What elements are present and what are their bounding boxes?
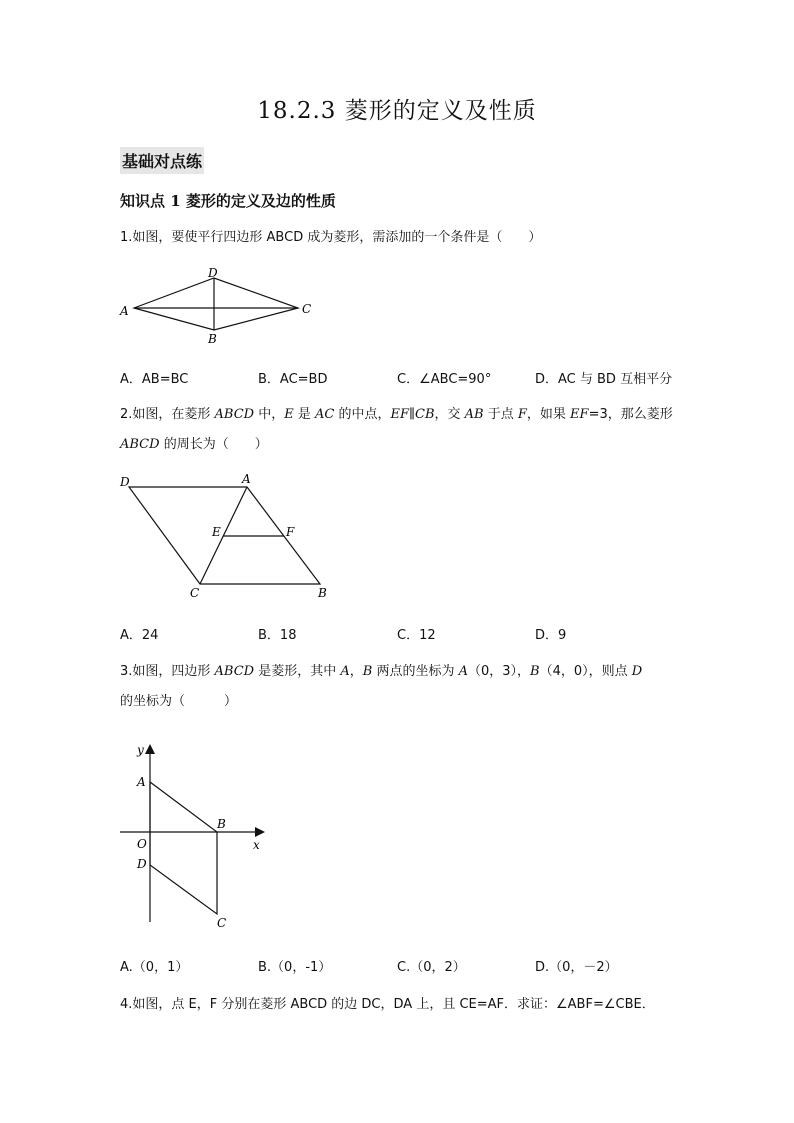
q1-option-c: C．∠ABC=90° [397,372,492,387]
section-heading: 基础对点练 [120,147,204,174]
label-e: E [212,525,221,539]
label-o: O [137,837,147,851]
label-y: y [137,743,144,757]
label-a: A [137,775,146,789]
label-d: D [137,857,147,871]
label-d: D [208,266,218,280]
label-a: A [242,472,251,486]
q1-option-a: A．AB=BC [120,372,189,387]
q2-option-c: C．12 [397,628,436,643]
label-f: F [286,525,295,539]
question-4-text: 4.如图，点 E，F 分别在菱形 ABCD 的边 DC，DA 上，且 CE=AF．求证：∠ABF=∠CBE． [120,997,655,1012]
q3-option-a: A.（0，1） [120,960,189,975]
question-2-line-2: ABCD 的周长为（ ） [120,437,268,452]
q1-option-d: D．AC 与 BD 互相平分 [535,372,673,387]
question-2-line-1: 2.如图，在菱形 ABCD 中，E 是 AC 的中点，EF∥CB，交 AB 于点 F，如果 EF=3，那么菱形 [120,407,673,422]
label-c: C [302,302,312,316]
q1-option-b: B．AC=BD [258,372,328,387]
question-3-text [120,657,680,717]
label-b: B [208,332,217,346]
q3-option-b: B.（0，-1） [258,960,332,975]
q3-option-c: C.（0，2） [397,960,466,975]
question-2-figure [112,470,342,605]
label-c: C [190,586,200,600]
q2-option-d: D．9 [535,628,567,643]
question-3-figure [110,738,275,933]
y-axis-arrow [145,744,155,754]
question-3-line-1: 3.如图，四边形 ABCD 是菱形，其中 A，B 两点的坐标为 A（0，3），B（4，0），则点 D [120,664,643,679]
q2-option-b: B．18 [258,628,297,643]
x-axis-arrow [255,827,265,837]
label-c: C [217,916,227,930]
q2-option-a: A．24 [120,628,159,643]
label-d: D [120,475,130,489]
label-b: B [318,586,327,600]
knowledge-point-heading: 知识点 1 菱形的定义及边的性质 [120,192,336,210]
page-title: 18.2.3 菱形的定义及性质 [257,98,537,124]
question-1-figure [110,262,320,352]
label-x: x [253,838,260,852]
question-2-text [120,400,680,460]
question-1-text: 1.如图，要使平行四边形 ABCD 成为菱形，需添加的一个条件是（ ） [120,230,542,245]
rhombus-outline [150,782,217,914]
question-3-line-2: 的坐标为（ ） [120,694,238,709]
label-b: B [217,817,226,831]
rhombus-outline [134,278,298,330]
q3-option-d: D.（0，－2） [535,960,618,975]
label-a: A [120,304,129,318]
